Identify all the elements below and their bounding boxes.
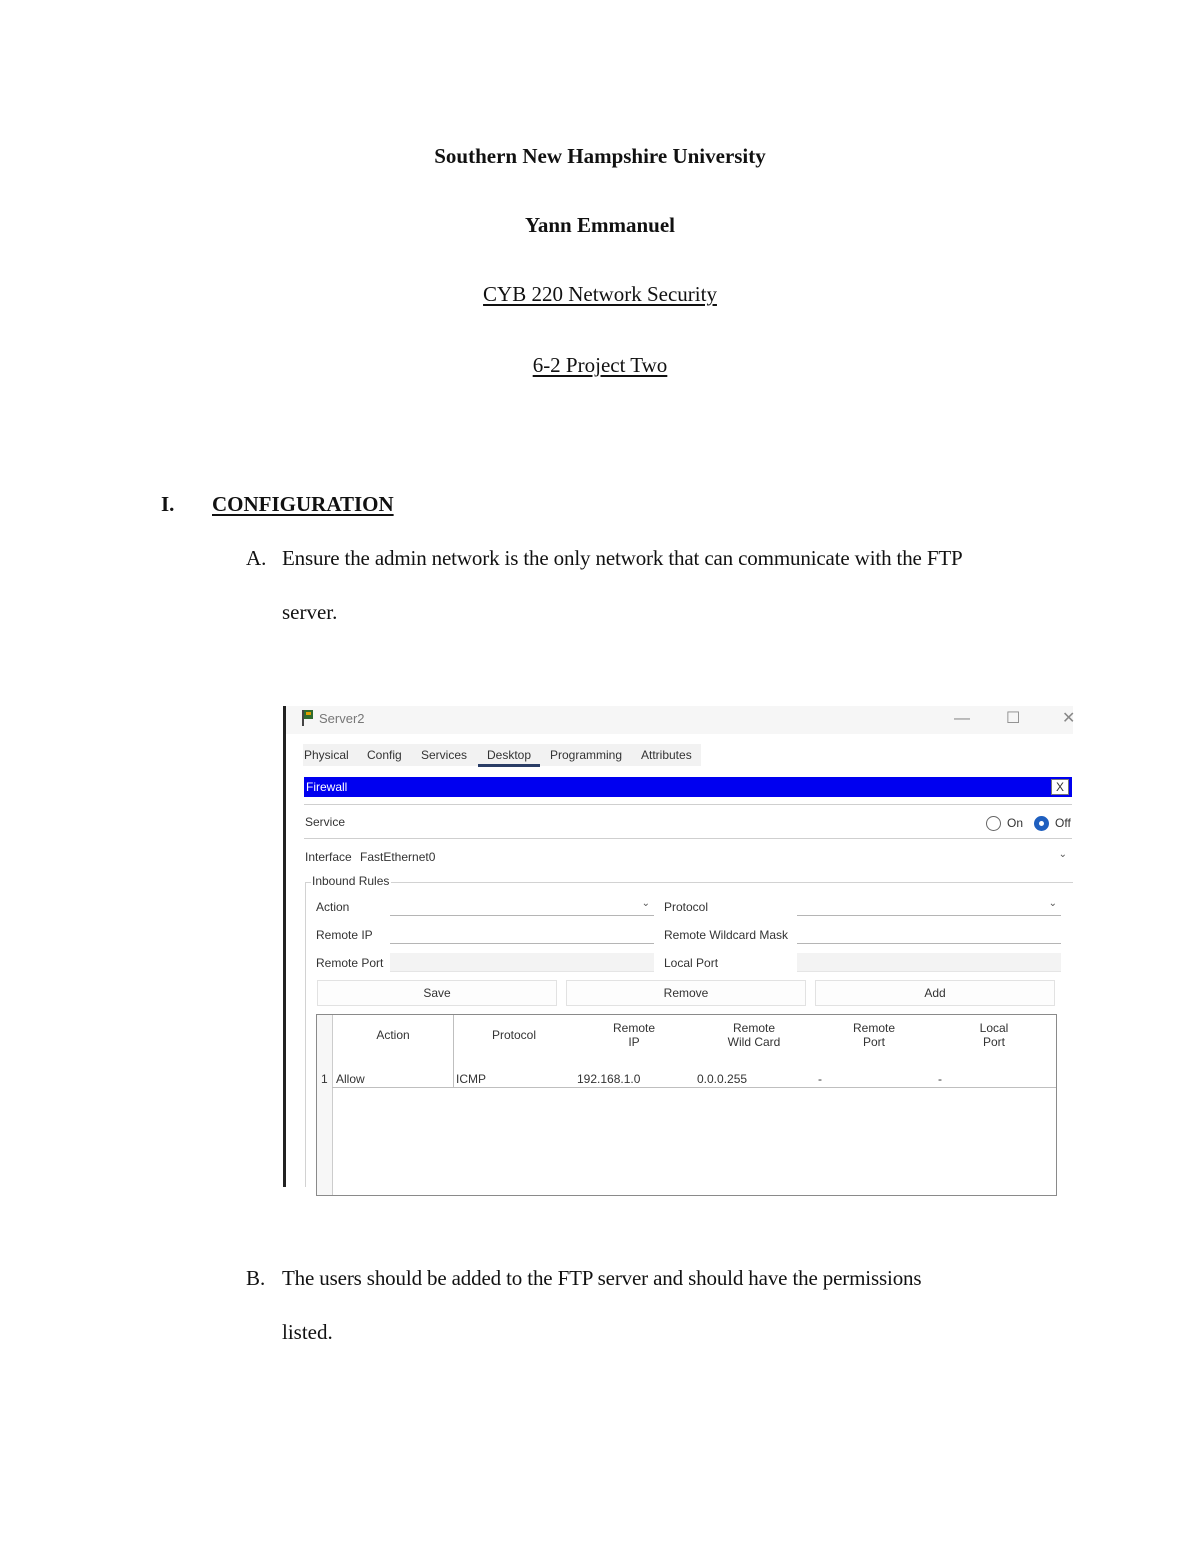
server-app-icon xyxy=(301,709,315,727)
rules-table xyxy=(316,1014,1057,1196)
save-button[interactable]: Save xyxy=(317,980,557,1006)
column-header-protocol xyxy=(454,1028,574,1042)
local-port-label: Local Port xyxy=(664,956,719,970)
column-header-wildcard xyxy=(694,1021,814,1049)
table-header-divider xyxy=(332,1087,1056,1088)
column-header-remote-ip xyxy=(574,1021,694,1049)
tab-config[interactable]: Config xyxy=(367,748,402,762)
group-border xyxy=(391,882,1073,883)
section-number: I. xyxy=(161,492,175,516)
item-a-text-line2: server. xyxy=(282,600,338,624)
screenshot-left-edge xyxy=(283,706,286,1187)
assignment-title: 6-2 Project Two xyxy=(532,353,668,377)
cell-action[interactable]: Allow xyxy=(336,1072,365,1086)
service-on-radio[interactable] xyxy=(986,816,1001,831)
header-line: IP xyxy=(628,1035,640,1049)
tab-attributes[interactable]: Attributes xyxy=(641,748,692,762)
item-b-text-line1: The users should be added to the FTP server and should have the permissions xyxy=(282,1266,922,1290)
remote-port-label: Remote Port xyxy=(316,956,384,970)
inbound-rules-label: Inbound Rules xyxy=(312,874,390,888)
cell-remote-ip[interactable]: 192.168.1.0 xyxy=(577,1072,641,1086)
author-name: Yann Emmanuel xyxy=(525,213,675,237)
divider xyxy=(304,804,1072,805)
firewall-panel-header xyxy=(304,777,1072,797)
add-button[interactable]: Add xyxy=(815,980,1055,1006)
action-label: Action xyxy=(316,900,350,914)
action-select[interactable] xyxy=(390,897,654,916)
interface-select[interactable] xyxy=(358,848,1071,866)
header-line: Port xyxy=(862,1035,885,1049)
maximize-icon[interactable]: ☐ xyxy=(1006,710,1021,727)
service-label: Service xyxy=(305,815,346,829)
column-divider xyxy=(453,1015,454,1087)
remote-wildcard-input[interactable] xyxy=(797,925,1061,944)
remote-wildcard-label: Remote Wildcard Mask xyxy=(664,928,789,942)
interface-value: FastEthernet0 xyxy=(360,850,436,864)
service-on-label: On xyxy=(1007,816,1024,830)
header-line: Action xyxy=(376,1028,410,1042)
chevron-down-icon: ⌄ xyxy=(1058,849,1067,860)
header-line: Protocol xyxy=(491,1028,537,1042)
cell-protocol[interactable]: ICMP xyxy=(456,1072,486,1086)
service-off-radio[interactable] xyxy=(1034,816,1049,831)
tab-physical[interactable]: Physical xyxy=(304,748,349,762)
tab-desktop[interactable]: Desktop xyxy=(487,748,532,762)
close-icon[interactable]: ✕ xyxy=(1062,710,1076,727)
row-number: 1 xyxy=(321,1072,328,1086)
header-line: Port xyxy=(982,1035,1005,1049)
tab-programming[interactable]: Programming xyxy=(550,748,623,762)
cell-wildcard[interactable]: 0.0.0.255 xyxy=(697,1072,748,1086)
course-line xyxy=(0,280,1200,308)
item-a-letter: A. xyxy=(246,546,267,570)
assignment-line xyxy=(0,351,1200,379)
local-port-input[interactable] xyxy=(797,953,1061,972)
tab-services[interactable]: Services xyxy=(421,748,468,762)
remote-ip-label: Remote IP xyxy=(316,928,373,942)
chevron-down-icon: ⌄ xyxy=(641,898,650,909)
cell-local-port[interactable]: - xyxy=(938,1072,942,1086)
column-header-remote-port xyxy=(814,1021,934,1049)
item-b-letter: B. xyxy=(246,1266,266,1290)
remove-button[interactable]: Remove xyxy=(566,980,806,1006)
firewall-panel-title: Firewall xyxy=(306,780,348,794)
item-b-text-line2: listed. xyxy=(282,1320,333,1344)
header-line: Remote xyxy=(732,1021,776,1035)
item-a-text-line1: Ensure the admin network is the only network that can communicate with the FTP xyxy=(282,546,963,570)
protocol-select[interactable] xyxy=(797,897,1061,916)
service-off-label: Off xyxy=(1055,816,1071,830)
panel-close-button[interactable]: X xyxy=(1051,779,1069,795)
header-line: Wild Card xyxy=(727,1035,781,1049)
header-line: Remote xyxy=(612,1021,656,1035)
column-header-action xyxy=(333,1028,453,1042)
course-title: CYB 220 Network Security xyxy=(483,282,717,306)
interface-label: Interface xyxy=(305,850,352,864)
header-line: Local xyxy=(979,1021,1009,1035)
row-number-column xyxy=(317,1015,333,1195)
remote-port-input[interactable] xyxy=(390,953,654,972)
window-titlebar xyxy=(286,706,1076,734)
active-tab-indicator xyxy=(478,764,540,767)
tab-bar xyxy=(303,744,701,766)
minimize-icon[interactable]: — xyxy=(954,710,970,727)
cell-remote-port[interactable]: - xyxy=(818,1072,822,1086)
divider xyxy=(304,838,1072,839)
firewall-screenshot xyxy=(283,706,1076,1187)
chevron-down-icon: ⌄ xyxy=(1048,898,1057,909)
university-name: Southern New Hampshire University xyxy=(434,144,766,168)
header-line: Remote xyxy=(852,1021,896,1035)
group-border xyxy=(305,882,306,1187)
remote-ip-input[interactable] xyxy=(390,925,654,944)
section-title: CONFIGURATION xyxy=(212,492,394,516)
protocol-label: Protocol xyxy=(664,900,709,914)
window-title: Server2 xyxy=(319,711,365,726)
column-header-local-port xyxy=(934,1021,1054,1049)
